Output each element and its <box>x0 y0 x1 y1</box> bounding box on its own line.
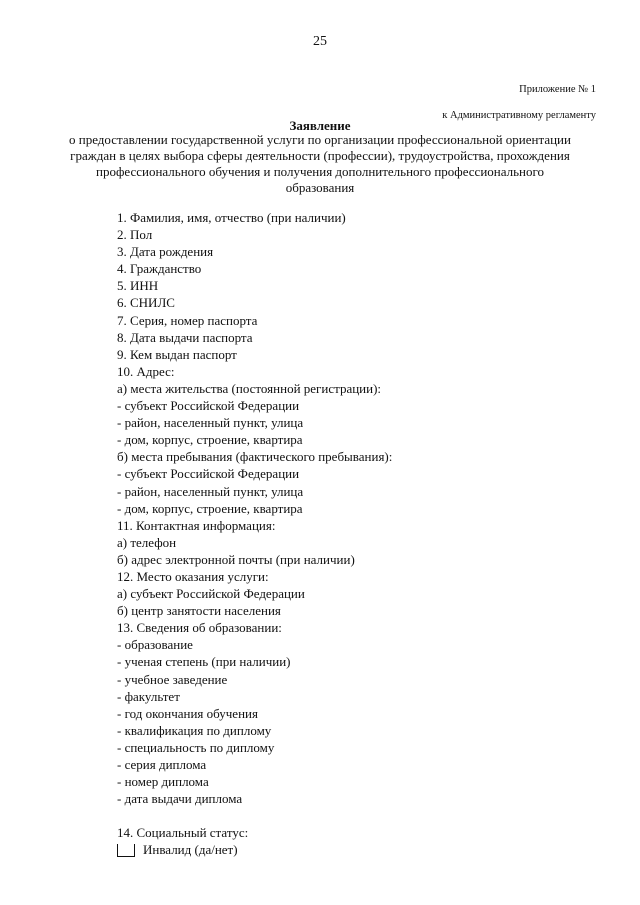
field-stay-street: - район, населенный пункт, улица <box>117 483 304 499</box>
field-specialty: - специальность по диплому <box>117 739 275 755</box>
field-email: б) адрес электронной почты (при наличии) <box>117 551 355 567</box>
field-residence-street: - район, населенный пункт, улица <box>117 415 304 431</box>
field-birth-date: 3. Дата рождения <box>117 244 214 260</box>
field-contacts: 11. Контактная информация: <box>117 517 276 533</box>
invalid-option <box>117 841 392 858</box>
field-education: 13. Сведения об образовании: <box>117 620 282 636</box>
field-service-region: а) субъект Российской Федерации <box>117 586 305 602</box>
page-number: 25 <box>313 34 327 49</box>
field-diploma-series: - серия диплома <box>117 757 207 772</box>
subtitle-line: граждан в целях выбора сферы деятельности (профессии), трудоустройства, прохождения <box>70 148 570 163</box>
document-subtitle <box>0 132 640 196</box>
document-title: Заявление <box>289 118 351 133</box>
field-faculty: - факультет <box>117 688 180 704</box>
field-residence-house: - дом, корпус, строение, квартира <box>117 432 303 448</box>
field-residence-region: - субъект Российской Федерации <box>117 398 300 414</box>
subtitle-line: профессионального обучения и получения дополнительного профессионального <box>95 164 545 179</box>
field-employment-center: б) центр занятости населения <box>117 603 281 619</box>
spacer <box>117 807 392 824</box>
field-academic-degree: - ученая степень (при наличии) <box>117 654 291 670</box>
field-diploma-date: - дата выдачи диплома <box>117 791 243 807</box>
invalid-checkbox[interactable] <box>117 844 135 857</box>
field-inn: 5. ИНН <box>117 278 159 294</box>
field-stay-house: - дом, корпус, строение, квартира <box>117 500 303 516</box>
field-passport-date: 8. Дата выдачи паспорта <box>117 329 253 345</box>
subtitle-line: образования <box>285 180 355 195</box>
field-diploma-number: - номер диплома <box>117 774 209 790</box>
field-education-level: - образование <box>117 637 193 653</box>
field-social-status: 14. Социальный статус: <box>117 825 249 841</box>
invalid-label: Инвалид (да/нет) <box>143 842 238 858</box>
field-phone: а) телефон <box>117 534 177 550</box>
field-service-place: 12. Место оказания услуги: <box>117 568 269 584</box>
field-passport-issuer: 9. Кем выдан паспорт <box>117 346 237 362</box>
field-passport-number: 7. Серия, номер паспорта <box>117 312 258 328</box>
appendix-regulation: к Административному регламенту <box>442 110 596 121</box>
field-qualification: - квалификация по диплому <box>117 722 272 738</box>
field-graduation-year: - год окончания обучения <box>117 705 258 721</box>
application-fields <box>117 209 392 859</box>
field-residence-address: а) места жительства (постоянной регистрации): <box>117 380 382 396</box>
field-citizenship: 4. Гражданство <box>117 261 202 277</box>
field-institution: - учебное заведение <box>117 671 228 687</box>
field-stay-address: б) места пребывания (фактического пребывания): <box>117 449 393 465</box>
field-sex: 2. Пол <box>117 227 153 243</box>
subtitle-line: о предоставлении государственной услуги по организации профессиональной ориентации <box>69 132 571 147</box>
field-full-name: 1. Фамилия, имя, отчество (при наличии) <box>117 210 346 225</box>
field-snils: 6. СНИЛС <box>117 295 175 311</box>
field-address: 10. Адрес: <box>117 363 175 379</box>
field-stay-region: - субъект Российской Федерации <box>117 466 300 482</box>
appendix-label: Приложение № 1 <box>519 84 596 95</box>
